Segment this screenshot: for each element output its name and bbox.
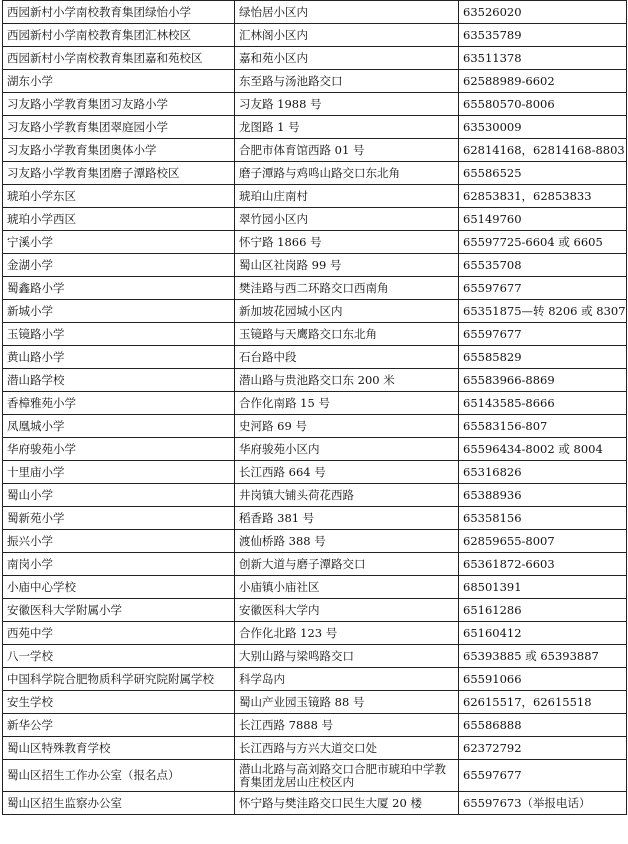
address-cell: 潜山北路与高刘路交口合肥市琥珀中学教育集团龙居山庄校区内 <box>235 760 459 792</box>
school-name-cell: 八一学校 <box>3 645 235 668</box>
table-row <box>3 415 627 438</box>
table-row <box>3 484 627 507</box>
school-name-cell: 湖东小学 <box>3 70 235 93</box>
school-name-cell: 中国科学院合肥物质科学研究院附属学校 <box>3 668 235 691</box>
table-row <box>3 714 627 737</box>
table-body <box>3 1 627 815</box>
address-cell: 汇林阁小区内 <box>235 24 459 47</box>
phone-cell: 62615517，62615518 <box>459 691 627 714</box>
school-name-cell: 玉镜路小学 <box>3 323 235 346</box>
table-row <box>3 139 627 162</box>
table-row <box>3 530 627 553</box>
phone-cell: 65596434-8002 或 8004 <box>459 438 627 461</box>
address-cell: 玉镜路与天鹰路交口东北角 <box>235 323 459 346</box>
address-cell: 潜山路与贵池路交口东 200 米 <box>235 369 459 392</box>
address-cell: 绿怡居小区内 <box>235 1 459 24</box>
table-row <box>3 47 627 70</box>
phone-cell: 65143585-8666 <box>459 392 627 415</box>
school-name-cell: 华府骏苑小学 <box>3 438 235 461</box>
school-name-cell: 潜山路学校 <box>3 369 235 392</box>
school-name-cell: 西园新村小学南校教育集团绿怡小学 <box>3 1 235 24</box>
address-cell: 东至路与汤池路交口 <box>235 70 459 93</box>
table-row <box>3 254 627 277</box>
address-cell: 安徽医科大学内 <box>235 599 459 622</box>
phone-cell: 65351875—转 8206 或 8307 <box>459 300 627 323</box>
table-row <box>3 668 627 691</box>
school-name-cell: 新华公学 <box>3 714 235 737</box>
phone-cell: 65580570-8006 <box>459 93 627 116</box>
school-name-cell: 习友路小学教育集团翠庭园小学 <box>3 116 235 139</box>
address-cell: 长江西路 7888 号 <box>235 714 459 737</box>
address-cell: 井岗镇大铺头荷花西路 <box>235 484 459 507</box>
school-name-cell: 蜀山区招生监察办公室 <box>3 792 235 815</box>
phone-cell: 65585829 <box>459 346 627 369</box>
phone-cell: 62814168，62814168-8803 <box>459 139 627 162</box>
address-cell: 小庙镇小庙社区 <box>235 576 459 599</box>
address-cell: 蜀山产业园玉镜路 88 号 <box>235 691 459 714</box>
school-name-cell: 西园新村小学南校教育集团嘉和苑校区 <box>3 47 235 70</box>
phone-cell: 62853831，62853833 <box>459 185 627 208</box>
table-row <box>3 300 627 323</box>
table-row <box>3 461 627 484</box>
school-name-cell: 蜀新苑小学 <box>3 507 235 530</box>
table-row <box>3 622 627 645</box>
school-name-cell: 安徽医科大学附属小学 <box>3 599 235 622</box>
table-row <box>3 162 627 185</box>
address-cell: 蜀山区社岗路 99 号 <box>235 254 459 277</box>
phone-cell: 65388936 <box>459 484 627 507</box>
school-name-cell: 凤凰城小学 <box>3 415 235 438</box>
phone-cell: 62859655-8007 <box>459 530 627 553</box>
table-row <box>3 691 627 714</box>
table-row <box>3 231 627 254</box>
table-row <box>3 116 627 139</box>
phone-cell: 65586888 <box>459 714 627 737</box>
phone-cell: 65597677 <box>459 277 627 300</box>
table-row <box>3 553 627 576</box>
phone-cell: 62372792 <box>459 737 627 760</box>
address-cell: 磨子潭路与鸡鸣山路交口东北角 <box>235 162 459 185</box>
address-cell: 怀宁路与樊洼路交口民生大厦 20 楼 <box>235 792 459 815</box>
address-cell: 合肥市体育馆西路 01 号 <box>235 139 459 162</box>
address-cell: 史河路 69 号 <box>235 415 459 438</box>
address-cell: 合作化南路 15 号 <box>235 392 459 415</box>
table-row <box>3 24 627 47</box>
address-cell: 习友路 1988 号 <box>235 93 459 116</box>
school-name-cell: 蜀山小学 <box>3 484 235 507</box>
phone-cell: 63511378 <box>459 47 627 70</box>
address-cell: 怀宁路 1866 号 <box>235 231 459 254</box>
phone-cell: 65361872-6603 <box>459 553 627 576</box>
address-cell: 科学岛内 <box>235 668 459 691</box>
school-name-cell: 南岗小学 <box>3 553 235 576</box>
school-name-cell: 琥珀小学东区 <box>3 185 235 208</box>
address-cell: 石台路中段 <box>235 346 459 369</box>
phone-cell: 63530009 <box>459 116 627 139</box>
table-row <box>3 70 627 93</box>
school-name-cell: 小庙中心学校 <box>3 576 235 599</box>
school-name-cell: 新城小学 <box>3 300 235 323</box>
school-name-cell: 西苑中学 <box>3 622 235 645</box>
school-name-cell: 蜀山区招生工作办公室（报名点） <box>3 760 235 792</box>
phone-cell: 65591066 <box>459 668 627 691</box>
phone-cell: 65393885 或 65393887 <box>459 645 627 668</box>
school-name-cell: 十里庙小学 <box>3 461 235 484</box>
table-row <box>3 438 627 461</box>
table-row <box>3 185 627 208</box>
address-cell: 渡仙桥路 388 号 <box>235 530 459 553</box>
table-row <box>3 277 627 300</box>
school-name-cell: 香樟雅苑小学 <box>3 392 235 415</box>
school-name-cell: 西园新村小学南校教育集团汇林校区 <box>3 24 235 47</box>
table-row <box>3 576 627 599</box>
school-name-cell: 习友路小学教育集团奥体小学 <box>3 139 235 162</box>
phone-cell: 65316826 <box>459 461 627 484</box>
table-row <box>3 1 627 24</box>
phone-cell: 62588989-6602 <box>459 70 627 93</box>
school-name-cell: 黄山路小学 <box>3 346 235 369</box>
phone-cell: 63535789 <box>459 24 627 47</box>
phone-cell: 65597725-6604 或 6605 <box>459 231 627 254</box>
phone-cell: 65586525 <box>459 162 627 185</box>
address-cell: 创新大道与磨子潭路交口 <box>235 553 459 576</box>
school-name-cell: 宁溪小学 <box>3 231 235 254</box>
address-cell: 长江西路与方兴大道交口处 <box>235 737 459 760</box>
school-name-cell: 蜀鑫路小学 <box>3 277 235 300</box>
table-row <box>3 645 627 668</box>
table-row <box>3 760 627 792</box>
table-row <box>3 208 627 231</box>
address-cell: 合作化北路 123 号 <box>235 622 459 645</box>
table-row <box>3 369 627 392</box>
address-cell: 新加坡花园城小区内 <box>235 300 459 323</box>
table-row <box>3 737 627 760</box>
phone-cell: 65161286 <box>459 599 627 622</box>
phone-cell: 65597677 <box>459 323 627 346</box>
phone-cell: 65597673（举报电话） <box>459 792 627 815</box>
address-cell: 龙图路 1 号 <box>235 116 459 139</box>
phone-cell: 63526020 <box>459 1 627 24</box>
address-cell: 翠竹园小区内 <box>235 208 459 231</box>
school-name-cell: 琥珀小学西区 <box>3 208 235 231</box>
school-name-cell: 金湖小学 <box>3 254 235 277</box>
address-cell: 大别山路与梁鸣路交口 <box>235 645 459 668</box>
phone-cell: 65597677 <box>459 760 627 792</box>
table-row <box>3 599 627 622</box>
address-cell: 嘉和苑小区内 <box>235 47 459 70</box>
table-row <box>3 93 627 116</box>
phone-cell: 65160412 <box>459 622 627 645</box>
table-row <box>3 792 627 815</box>
table-row <box>3 392 627 415</box>
table-row <box>3 323 627 346</box>
school-name-cell: 安生学校 <box>3 691 235 714</box>
table-row <box>3 507 627 530</box>
phone-cell: 65583156-807 <box>459 415 627 438</box>
phone-cell: 68501391 <box>459 576 627 599</box>
address-cell: 琥珀山庄南村 <box>235 185 459 208</box>
school-name-cell: 振兴小学 <box>3 530 235 553</box>
school-name-cell: 习友路小学教育集团磨子潭路校区 <box>3 162 235 185</box>
address-cell: 樊洼路与西二环路交口西南角 <box>235 277 459 300</box>
phone-cell: 65535708 <box>459 254 627 277</box>
phone-cell: 65358156 <box>459 507 627 530</box>
school-name-cell: 习友路小学教育集团习友路小学 <box>3 93 235 116</box>
school-name-cell: 蜀山区特殊教育学校 <box>3 737 235 760</box>
school-directory-table <box>2 0 627 815</box>
table-row <box>3 346 627 369</box>
phone-cell: 65149760 <box>459 208 627 231</box>
address-cell: 稻香路 381 号 <box>235 507 459 530</box>
address-cell: 长江西路 664 号 <box>235 461 459 484</box>
phone-cell: 65583966-8869 <box>459 369 627 392</box>
address-cell: 华府骏苑小区内 <box>235 438 459 461</box>
